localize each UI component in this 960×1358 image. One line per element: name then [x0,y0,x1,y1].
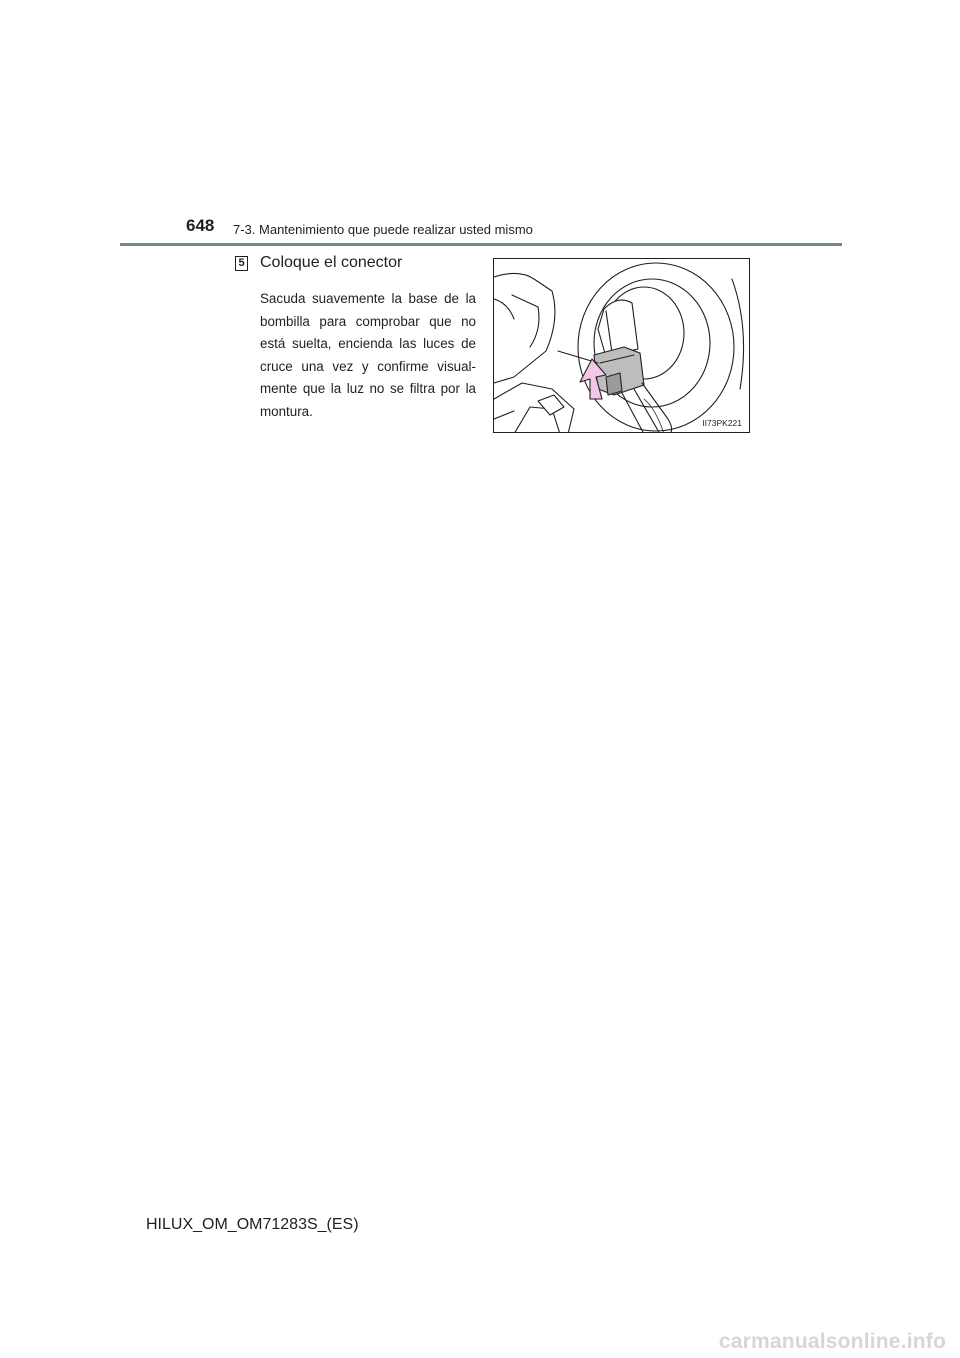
illustration [493,258,750,433]
header-rule [120,243,842,246]
connector-clip [606,373,622,395]
connector-illustration [494,259,750,433]
wire-cover [644,399,664,433]
watermark: carmanualsonline.info [718,1330,946,1353]
footer-document-id: HILUX_OM_OM71283S_(ES) [146,1216,359,1233]
section-title: 7-3. Mantenimiento que puede realizar usted mismo [233,222,533,237]
socket-right-arc [732,279,744,389]
step-title: Coloque el conector [260,254,403,271]
housing-inner-line [512,295,539,347]
page-number: 648 [186,216,215,235]
housing-outline [494,273,555,383]
figure-code: II73PK221 [702,418,742,428]
step-badge: 5 [235,256,248,271]
step-body: Sacuda suavemente la base de la bombilla para comprobar que no está suelta, encienda las luces de cruce una vez y confirme visual-mente que la luz no se filtra por la montura. [260,291,476,419]
lower-line [494,411,514,419]
socket-outer-ring [578,263,734,431]
housing-edge-left [494,299,514,319]
lower-bracket-tab [538,395,564,415]
